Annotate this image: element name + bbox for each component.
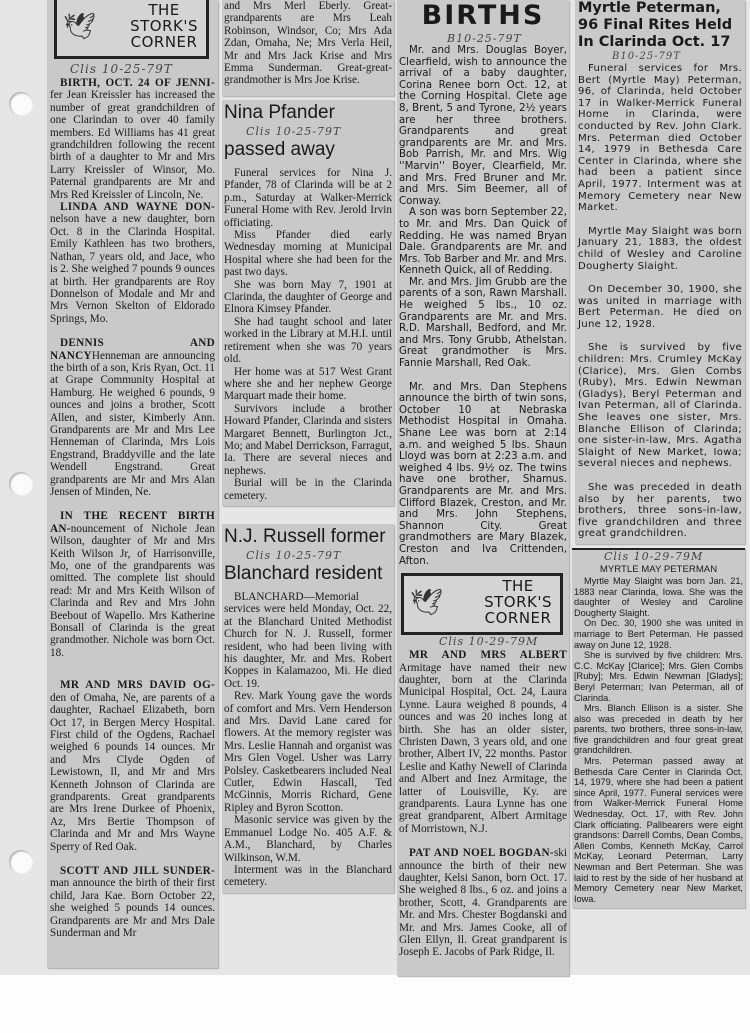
paragraph: Mrs. Blanch Ellison is a sister. She also was preceded in death by her parents, two brothers, three sons-in-law, five grandchildren and four great great grandchildren. xyxy=(574,703,743,756)
paragraph: Mr. and Mrs. Douglas Boyer, Clearfield, wish to announce the arrival of a baby daughter, Corina Renee born Oct. 12, at the Corning Hospital. Clete age 8, Brent, 5 and Tyrone, 2½ years are her three brothers. Grandparents and great grandparents are Mr. and Mrs. Bob Parrish, Mr. and Mrs. Wig ''Marvin'' Boyer, Clearfield, Mr. and Mrs. Fred Bruner and Mr. and Mrs. Sim Beemer, all of Conway. xyxy=(399,45,567,207)
continued-birth-clipping xyxy=(222,0,394,96)
paragraph: Burial will be in the Clarinda cemetery. xyxy=(224,477,392,502)
births-clipping xyxy=(397,0,569,976)
handwritten-date: B10-25-79T xyxy=(447,32,522,45)
paragraph: Funeral services for Mrs. Bert (Myrtle May) Peterman, 96, of Clarinda, held October 17 in Walker-Merrick Funeral Home in Clarinda, were conducted by Rev. John Clark. Mrs. Peterman died October 14, 1979 in Bethesda Care Center in Clarinda, where she had been a patient since April, 1977. Interment was at Memory Cemetery near New Market. xyxy=(578,63,742,214)
birth-item: PAT AND NOEL BOGDAN-ski announce the birth of their new daughter, Kelsi Sanon, born Oct. 17. She weighed 8 lbs., 6 oz. and joins a brother, Scott, 4. Grandparents are Mr. and Mrs. Chester Bogdanski and Mr. and Mrs. James Cooke, all of Glen Ellyn, Il. Great grandparent is Joseph E. Jacobs of Park Ridge, Il. xyxy=(399,847,567,959)
birth-item: IN THE RECENT BIRTH AN-nouncement of Nichole Jean Wilson, daughter of Mr and Mrs Keith Wilson Jr, of Harrisonville, Mo, one of the grandparents was omitted. The complete list should read: Mr and Mrs Keith Wilson of Clarinda and Rev and Mrs John Beebout of Wapello. Mrs Katherine Bonsall of Clarinda is the great grandmother. Nichole was born Oct. 18. xyxy=(50,510,215,659)
binder-hole xyxy=(9,850,33,874)
paragraph: She had taught school and later worked in the Library at M.H.I. until retirement when she was 70 years old. xyxy=(224,315,392,366)
logo-text: CORNER xyxy=(130,33,198,51)
logo-text: STORK'S xyxy=(130,17,198,35)
paragraph: She was preceded in death also by her parents, two brothers, three sons-in-law, five grandchildren and three great grandchildren. xyxy=(578,482,742,540)
handwritten-date: Clis 10-25-79T xyxy=(246,548,342,562)
russell-obituary-clipping xyxy=(222,524,394,893)
logo-text: THE xyxy=(502,577,534,596)
paragraph: Survivors include a brother Howard Pfander, Clarinda and sisters Margaret Bennett, Burlington Jct., Mo; and Mabel Derrickson, Farragut, Ia. There are several nieces and nephews. xyxy=(224,402,392,477)
stork-corner-clipping-1 xyxy=(47,0,218,968)
handwritten-date: Clis 10-25-79T xyxy=(246,125,342,138)
paragraph: Her home was at 517 West Grant where she and her nephew George Marquart made their home. xyxy=(224,365,392,403)
stork-corner-logo xyxy=(54,0,209,59)
logo-text: THE xyxy=(148,1,180,19)
birth-item: BIRTH, OCT. 24 OF JENNI-fer Jean Kreissler has increased the number of great grandchildren of one Clarindan to over 40 family members. Ed Williams has 41 great grandchildren following the recent birth of a daughter to Mr and Mrs Larry Kreissler of Winsor, Mo. Paternal grandparents are Mr and Mrs Red Kreissler of Lincoln, Ne. xyxy=(50,77,215,201)
obituary-title: MYRTLE MAY PETERMAN xyxy=(599,563,718,575)
stork-icon: 🕊 xyxy=(410,588,444,618)
paragraph: Rev. Mark Young gave the words of comfort and Mrs. Vern Henderson and Mrs. David Lane cared for flowers. At the memory register was Mrs. Leslie Hannah and organist was Mrs Glen Vogel. Usher was Larry Polsley. Casketbearers included Neal Cutler, Edwin Hascall, Ted McGinnis, Morris Richard, Gene Ripley and Byron Scotton. xyxy=(224,690,392,814)
paragraph: Myrtle May Slaight was born January 21, 1883, the oldest child of Wesley and Caroline Dougherty Slaight. xyxy=(578,225,742,272)
continued-text: and Mrs Merl Eberly. Great-grandparents are Mrs Leah Robinson, Windsor, Co; Mrs Ada Zdan, Omaha, Ne; Mrs Verla Heil, Mr and Mrs Jack Krise and Mrs Emma Sunderman. Great-great-grandmother is Mrs Joe Krise. xyxy=(224,0,392,87)
peterman-second-clipping xyxy=(572,548,745,908)
handwritten-date: B10-25-79T xyxy=(612,51,681,62)
headline: Blanchard resident xyxy=(224,562,383,584)
paragraph: Myrtle May Slaight was born Jan. 21, 1883 near Clarinda, Iowa. She was the daughter of Wesley and Caroline Dougherty Slaight. xyxy=(574,575,743,618)
births-headline: BIRTHS xyxy=(421,0,545,31)
headline: N.J. Russell former xyxy=(224,525,386,547)
paragraph: She is survived by five children: Mrs. Crumley McKay (Clarice), Mrs. Glen Combs (Ruby), Mrs. Edwin Newman (Gladys), Beryl Peterman and Ivan Peterman, all of Clarinda. She leaves one sister, Mrs. Blanche Ellison of Clarinda; one sister-in-law, Mrs. Agatha Slaight of New Market, Iowa; several nieces and nephews. xyxy=(578,342,742,470)
paragraph: On Dec. 30, 1900 she was united in marriage to Bert Peterman. He passed away on June 12, 1928. xyxy=(574,618,743,650)
paragraph: Mr. and Mrs. Dan Stephens announce the birth of twin sons, October 10 at Nebraska Methodist Hospital in Omaha. Shane Lee was born at 2:14 a.m. and weighed 5 lbs. Shaun Lloyd was born at 2:23 a.m. and weighed 4 lbs. 9½ oz. The twins have one brother, Shamus. Grandparents are Mr. and Mrs. Clifford Blazek, Creston, and Mr. and Mrs. John Stephens, Shannon City. Great grandmothers are Mary Blazek, Creston and Iva Crittenden, Afton. xyxy=(399,381,567,567)
paragraph: A son was born September 22, to Mr. and Mrs. Dan Quick of Redding. He was named Bryan Dale. Grandparents are Mr. and Mrs. Tob Barber and Mr. and Mrs. Kenneth Quick, all of Redding. xyxy=(399,207,567,277)
birth-item: DENNIS AND NANCYHenneman are announcing the birth of a son, Kris Ryan, Oct. 11 at Grape Community Hospital at Hamburg. He weighed 6 pounds, 9 ounces and joins a brother, Scott Allen, and sister, Kimberly Ann. Grandparents are Mr and Mrs Lee Henneman of Clarinda, Mrs Lois Engstrand, Braddyville and the late Wendell Engstrand. Great grandparents are Mr and Mrs Alan Jensen of Minden, Ne. xyxy=(50,337,215,498)
headline: passed away xyxy=(224,139,335,160)
column-4 xyxy=(572,0,745,908)
logo-text: STORK'S xyxy=(484,593,552,612)
binder-hole xyxy=(9,472,33,496)
handwritten-date: Clis 10-29-79M xyxy=(604,549,704,563)
paragraph: Miss Pfander died early Wednesday morning at Municipal Hospital where she had been for the past two days. xyxy=(224,229,392,279)
paragraph: Mrs. Peterman passed away at Bethesda Care Center in Clarinda Oct. 14, 1979, where she had been a patient since April, 1977. Funeral services were from Walker-Merrick Funeral Home Wednesday, Oct. 17, with Rev. John Clark officiating. Pallbearers were eight grandsons: Darrell Combs, Dean Combs, Allen Combs, Kenneth McKay, Carrol McKay, Leonard Peterman, Larry Newman and Bert Peterman. She was laid to rest by the side of her husband at Memory Cemetery near New Market, Iowa. xyxy=(574,756,743,904)
stork-icon: 🕊 xyxy=(63,12,97,41)
paragraph: BLANCHARD—Memorial services were held Monday, Oct. 22, at the Blanchard United Methodist Church for N. J. Russell, former resident, who had been living with his daughter, Mr. and Mrs. Robert Koppes in Kalamazoo, Mi. He died Oct. 19. xyxy=(224,590,392,690)
column-2 xyxy=(222,0,394,893)
paragraph: She is survived by five children: Mrs. C.C. McKay [Clarice]; Mrs. Glen Combs [Ruby]; Mrs. Edwin Newman [Gladys]; Beryl Peterman; Ivan Peterman, all of Clarinda. xyxy=(574,650,743,703)
paragraph: Interment was in the Blanchard cemetery. xyxy=(224,863,392,889)
birth-item: MR AND MRS ALBERT Armitage have named their new daughter, born at the Clarinda Municipal Hospital, Oct. 24, Laura Lynne. Laura weighed 8 pounds, 4 ounces and was 20 inches long at birth. She has an older sister, Christen Dawn, 3 years old, and one brother, Albert IV, 22 months. Pastor Leslie and Kathy Newell of Clarinda and Albert and Inez Armitage, the latter of Louisville, Ky. are grandparents. Laura Lynne has one great grandparent, Albert Armitage of Morristown, N.J. xyxy=(399,649,567,835)
birth-item: MR AND MRS DAVID OG-den of Omaha, Ne, are parents of a daughter, Rachael Elizabeth, born Oct 17, in Bergen Mercy Hospital. First child of the Ogdens, Rachael weighed 6 pounds 14 ounces. Mr and Mrs Clyde Ogden of Lewistown, Il, and Mr and Mrs Kenneth Johnson of Clarinda are grandparents. Great grandparents are Mrs Irene Durkee of Phoenix, Az, Mrs Bertie Thompson of Clarinda and Mr and Mrs Wayne Sperry of Red Oak. xyxy=(50,679,215,853)
paragraph: On December 30, 1900, she was united in marriage with Bert Peterman. He died on June 12, 1928. xyxy=(578,284,742,330)
logo-text: CORNER xyxy=(484,609,552,628)
peterman-obituary-clipping xyxy=(575,0,745,544)
paragraph: Funeral services for Nina J. Pfander, 78 of Clarinda will be at 2 p.m., Saturday at Walker-Merrick Funeral Home with Rev. Jerold Irvin officiating. xyxy=(224,167,392,229)
handwritten-date: Clis 10-29-79M xyxy=(439,635,539,649)
binder-hole xyxy=(9,92,33,116)
pfander-obituary-clipping xyxy=(222,100,394,506)
headline: Nina Pfander xyxy=(224,102,335,123)
paragraph: She was born May 7, 1901 at Clarinda, the daughter of George and Elnora Kimsey Pfander. xyxy=(224,278,392,316)
paragraph: Masonic service was given by the Emmanuel Lodge No. 405 A.F. & A.M., Blanchard, by Charles Wilkinson, W.M. xyxy=(224,814,392,864)
stork-corner-logo xyxy=(401,573,563,635)
headline: Myrtle Peterman, 96 Final Rites Held In Clarinda Oct. 17 xyxy=(578,0,733,50)
birth-item: SCOTT AND JILL SUNDER-man announce the birth of their first child, Jara Kae. Born October 22, she weighed 5 pounds 14 ounces. Grandparents are Mr and Mrs Dale Sunderman and Mr xyxy=(50,864,215,939)
paragraph: Mr. and Mrs. Jim Grubb are the parents of a son, Rawn Marshall. He weighed 5 lbs., 10 oz. Grandparents are Mr. and Mrs. R.D. Marshall, Bedford, and Mr. and Mrs. Tony Grubb, Athelstan. Great grandmother is Mrs. Fannie Marshall, Red Oak. xyxy=(399,276,567,370)
handwritten-date: Clis 10-25-79T xyxy=(70,62,173,76)
birth-item: LINDA AND WAYNE DON-nelson have a new daughter, born Oct. 8 in the Clarinda Hospital. Emily Kathleen has two brothers, Nathan, 7 years old, and Jace, who is 2. She weighed 7 pounds 9 ounces at birth. Her grandparents are Roy Donnelson of Modale and Mr and Mrs Vernon Skelton of Eldorado Springs, Mo. xyxy=(50,201,215,325)
